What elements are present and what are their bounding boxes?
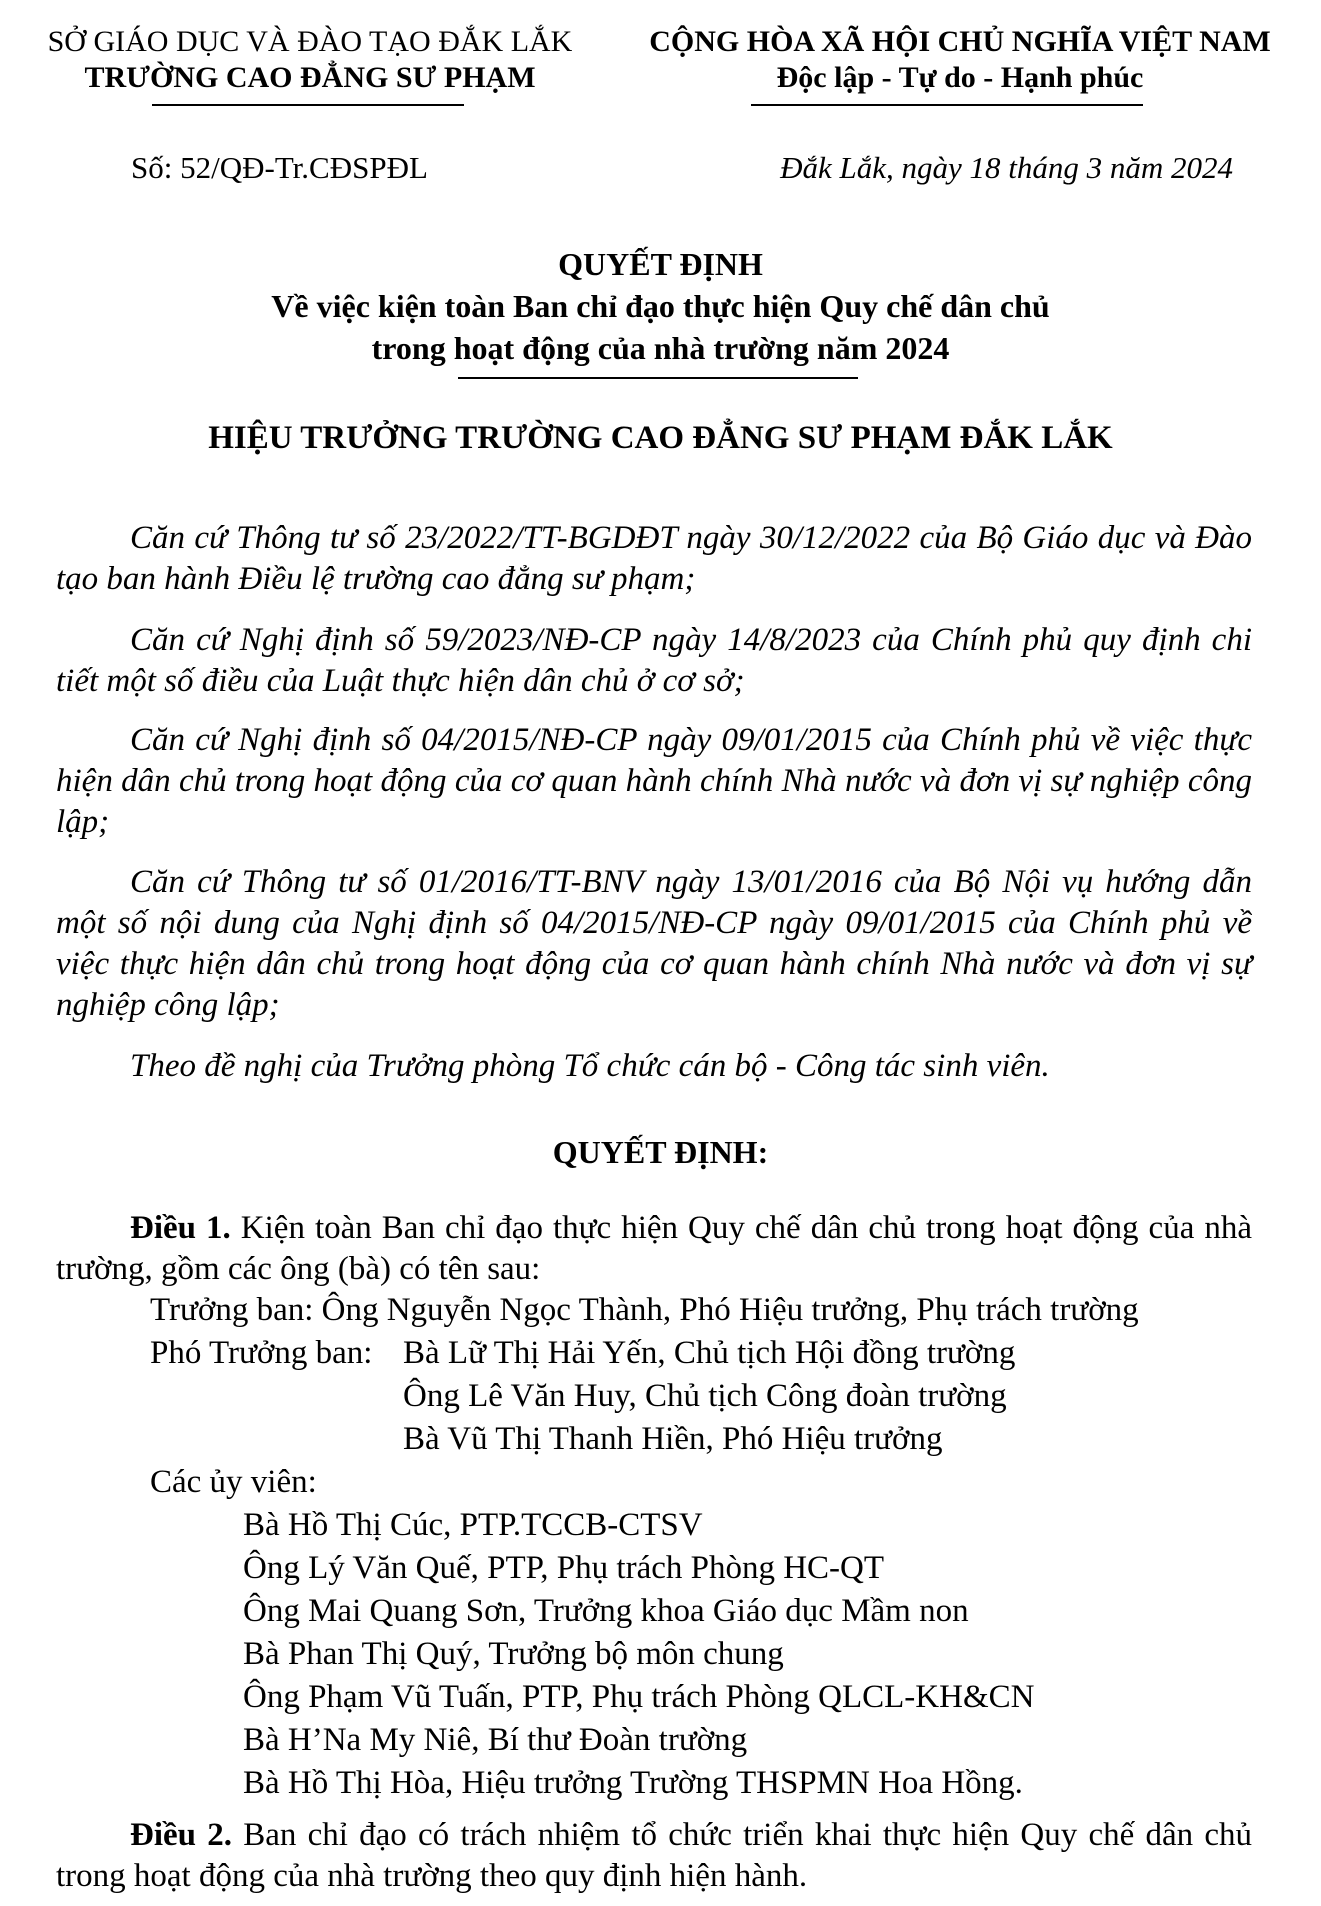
subject-line-1: Về việc kiện toàn Ban chỉ đạo thực hiện Quy chế dân chủ (271, 288, 1050, 324)
member-item: Bà Hồ Thị Cúc, PTP.TCCB-CTSV (243, 1507, 703, 1543)
committee-head: Trưởng ban: Ông Nguyễn Ngọc Thành, Phó Hiệu trưởng, Phụ trách trường (150, 1292, 1139, 1328)
article-1-label: Điều 1. (130, 1210, 231, 1246)
member-item: Ông Phạm Vũ Tuấn, PTP, Phụ trách Phòng QLCL-KH&CN (243, 1679, 1035, 1715)
member-item: Ông Lý Văn Quế, PTP, Phụ trách Phòng HC-QT (243, 1550, 885, 1586)
place-date: Đắk Lắk, ngày 18 tháng 3 năm 2024 (780, 150, 1233, 185)
deputy-item: Bà Lữ Thị Hải Yến, Chủ tịch Hội đồng trường (403, 1335, 1016, 1371)
member-item: Ông Mai Quang Sơn, Trưởng khoa Giáo dục Mầm non (243, 1593, 969, 1629)
legal-basis-5: Theo đề nghị của Trưởng phòng Tổ chức cán bộ - Công tác sinh viên. (130, 1048, 1050, 1084)
national-title: CỘNG HÒA XÃ HỘI CHỦ NGHĨA VIỆT NAM (649, 25, 1271, 58)
member-item: Bà Phan Thị Quý, Trưởng bộ môn chung (243, 1636, 784, 1672)
document-type: QUYẾT ĐỊNH (558, 246, 763, 282)
legal-basis-4: Căn cứ Thông tư số 01/2016/TT-BNV ngày 13/01/2016 của Bộ Nội vụ hướng dẫn một số nội dung của Nghị định số 04/2015/NĐ-CP ngày 09/01/2015 của Chính phủ về việc thực hiện dân chủ trong hoạt động của cơ quan hành chính Nhà nước và đơn vị sự nghiệp công lập; (56, 864, 1252, 1023)
deputy-item: Ông Lê Văn Huy, Chủ tịch Công đoàn trường (403, 1378, 1007, 1414)
article-1-intro (56, 1208, 1252, 1290)
deputy-label: Phó Trưởng ban: (150, 1335, 373, 1371)
members-label: Các ủy viên: (150, 1464, 317, 1500)
member-item: Bà H’Na My Niê, Bí thư Đoàn trường (243, 1722, 748, 1758)
legal-basis-3: Căn cứ Nghị định số 04/2015/NĐ-CP ngày 09/01/2015 của Chính phủ về việc thực hiện dân chủ trong hoạt động của cơ quan hành chính Nhà nước và đơn vị sự nghiệp công lập; (56, 722, 1252, 840)
legal-basis-2: Căn cứ Nghị định số 59/2023/NĐ-CP ngày 14/8/2023 của Chính phủ quy định chi tiết một số điều của Luật thực hiện dân chủ ở cơ sở; (56, 622, 1252, 699)
article-2-label: Điều 2. (130, 1817, 232, 1853)
deputy-item: Bà Vũ Thị Thanh Hiền, Phó Hiệu trưởng (403, 1421, 943, 1457)
school-name: TRƯỜNG CAO ĐẲNG SƯ PHẠM (84, 61, 536, 94)
member-item: Bà Hồ Thị Hòa, Hiệu trưởng Trường THSPMN Hoa Hồng. (243, 1765, 1023, 1801)
subject-line-2: trong hoạt động của nhà trường năm 2024 (371, 330, 950, 366)
article-1-text: Kiện toàn Ban chỉ đạo thực hiện Quy chế dân chủ trong hoạt động của nhà trường, gồm các ông (bà) có tên sau: (56, 1210, 1253, 1287)
document-number: Số: 52/QĐ-Tr.CĐSPĐL (131, 150, 428, 185)
decision-heading: QUYẾT ĐỊNH: (552, 1134, 769, 1170)
national-motto: Độc lập - Tự do - Hạnh phúc (776, 61, 1144, 94)
article-2-text: Ban chỉ đạo có trách nhiệm tổ chức triển khai thực hiện Quy chế dân chủ trong hoạt động của nhà trường theo quy định hiện hành. (56, 1817, 1252, 1894)
motto-underline (751, 104, 1143, 106)
issuer-heading: HIỆU TRƯỞNG TRƯỜNG CAO ĐẲNG SƯ PHẠM ĐẮK LẮK (208, 420, 1113, 456)
article-2 (56, 1815, 1252, 1897)
school-name-underline (152, 104, 464, 106)
agency-name: SỞ GIÁO DỤC VÀ ĐÀO TẠO ĐẮK LẮK (47, 25, 573, 58)
subject-underline (458, 377, 858, 379)
legal-basis-1: Căn cứ Thông tư số 23/2022/TT-BGDĐT ngày 30/12/2022 của Bộ Giáo dục và Đào tạo ban hành Điều lệ trường cao đẳng sư phạm; (56, 520, 1252, 597)
